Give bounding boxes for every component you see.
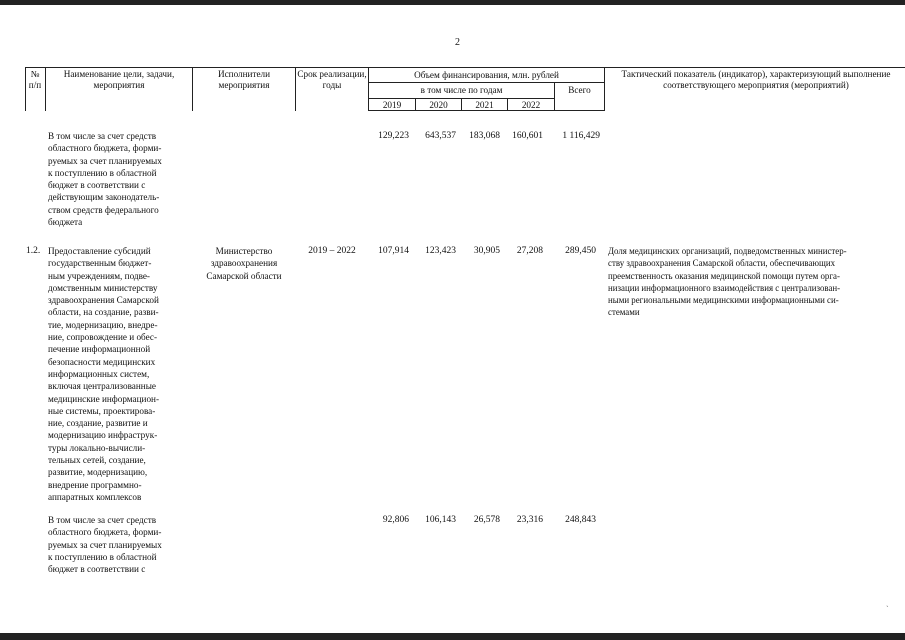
value-2022: 160,601 [512, 131, 543, 141]
value-2022: 27,208 [516, 246, 543, 256]
name-line: бюджет в соответствии с [48, 180, 146, 191]
name-line: В том числе за счет средств [48, 131, 157, 141]
value-2020: 643,537 [425, 131, 456, 141]
name-line: Предоставление субсидий [48, 246, 151, 256]
value-2020: 123,423 [425, 246, 456, 256]
name-line: бюджет в соответствии с [48, 564, 146, 575]
name-line: к поступлению в областной [48, 167, 157, 178]
row-term: 2019 – 2022 [308, 246, 356, 256]
col-exec-header: Исполнители мероприятия [217, 69, 271, 90]
name-line: областного бюджета, форми- [48, 143, 162, 154]
value-total: 1 116,429 [562, 131, 600, 141]
name-line: медицинские информацион- [48, 393, 160, 404]
row-name [48, 514, 188, 575]
value-2021: 183,068 [469, 131, 500, 141]
col-total-header: Всего [568, 85, 591, 95]
name-line: туры локально-вычисли- [48, 442, 146, 453]
year-2019-header: 2019 [382, 100, 402, 110]
name-line: руемых за счет планируемых [48, 539, 162, 550]
name-line: тие, модернизацию, внедре- [48, 319, 158, 330]
name-line: области, на создание, разви- [48, 307, 159, 318]
indicator-line: низации информационного взаимодействия с централизован- [608, 282, 841, 293]
year-2021-header: 2021 [475, 100, 494, 110]
col-fin-header: Объем финансирования, млн. рублей [414, 70, 559, 80]
name-line: домственным министерству [48, 282, 158, 293]
name-line: безопасности медицинских [48, 356, 156, 367]
value-2021: 30,905 [473, 246, 500, 256]
indicator-line: ству здравоохранения Самарской области, обеспечивающих [608, 258, 836, 269]
row-name [48, 245, 188, 503]
name-line: к поступлению в областной [48, 551, 157, 562]
value-2020: 106,143 [425, 515, 456, 525]
name-line: бюджета [48, 217, 83, 228]
name-line: государственным бюджет- [48, 258, 152, 269]
col-name-header: Наименование цели, задачи, мероприятия [63, 69, 175, 90]
col-indicator-header: Тактический показатель (индикатор), характеризующий выполнение соответствующего мероприятия (мероприятий) [621, 69, 891, 90]
row-executor: Министерство здравоохранения Самарской области [206, 246, 282, 281]
name-line: ние, создание, развитие и [48, 418, 148, 429]
name-line: здравоохранения Самарской [48, 295, 159, 306]
indicator-line: преемственность оказания медицинской помощи путем орга- [608, 270, 840, 281]
row-number: 1.2. [26, 246, 41, 256]
name-line: областного бюджета, форми- [48, 527, 162, 538]
indicator-line: стемами [608, 307, 640, 318]
name-line: аппаратных комплексов [48, 491, 142, 502]
row-name [48, 130, 188, 228]
value-total: 248,843 [565, 515, 596, 525]
name-line: ным учреждениям, подве- [48, 270, 150, 281]
col-by-years-header: в том числе по годам [420, 85, 503, 95]
name-line: тельных сетей, создание, [48, 455, 146, 466]
value-2019: 92,806 [382, 515, 409, 525]
value-2019: 129,223 [378, 131, 409, 141]
name-line: ством средств федерального [48, 204, 159, 215]
indicator-line: Доля медицинских организаций, подведомственных министер- [608, 246, 847, 256]
indicator-line: ными региональными медицинскими информационными си- [608, 295, 839, 306]
value-total: 289,450 [565, 246, 596, 256]
scan-speck: ˎ [886, 598, 889, 607]
name-line: руемых за счет планируемых [48, 155, 162, 166]
name-line: печение информационной [48, 344, 151, 355]
row-indicator [608, 245, 900, 319]
value-2019: 107,914 [378, 246, 409, 256]
name-line: информационных систем, [48, 368, 150, 379]
year-2022-header: 2022 [521, 100, 541, 110]
name-line: включая централизованные [48, 381, 156, 392]
name-line: ные системы, проектирова- [48, 405, 156, 416]
value-2021: 26,578 [473, 515, 500, 525]
year-2020-header: 2020 [429, 100, 448, 110]
name-line: В том числе за счет средств [48, 515, 157, 525]
name-line: внедрение программно- [48, 479, 142, 490]
name-line: действующим законодатель- [48, 192, 160, 203]
col-num-header: № п/п [28, 69, 42, 90]
name-line: ние, сопровождение и обес- [48, 332, 158, 343]
page-number: 2 [455, 37, 460, 48]
bottom-border [0, 633, 905, 640]
top-border [0, 0, 905, 5]
name-line: развитие, модернизацию, [48, 467, 148, 478]
col-term-header: Срок реализации, годы [297, 69, 367, 90]
value-2022: 23,316 [516, 515, 543, 525]
name-line: модернизацию инфраструк- [48, 430, 158, 441]
